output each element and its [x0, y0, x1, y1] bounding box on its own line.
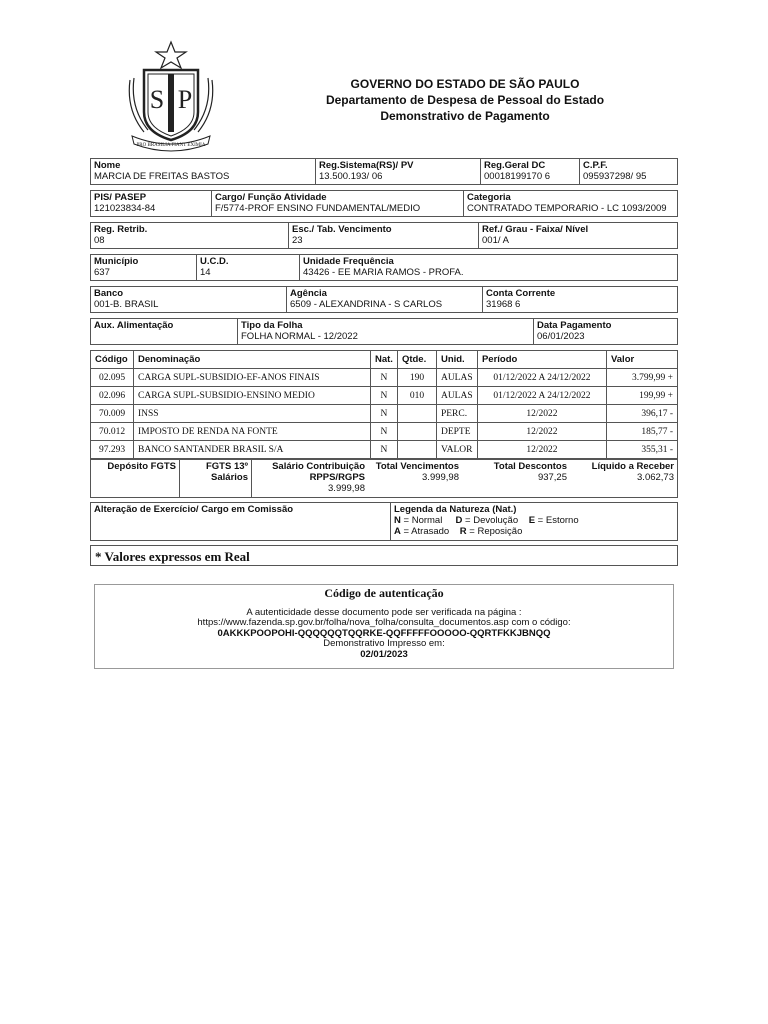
reg-sistema-cell: Reg.Sistema(RS)/ PV 13.500.193/ 06	[315, 159, 480, 184]
printed-date: 02/01/2023	[360, 648, 408, 660]
table-header-row	[91, 351, 678, 369]
printed-label: Demonstrativo Impresso em:	[323, 638, 445, 649]
agencia-cell: Agência 6509 - ALEXANDRINA - S CARLOS	[286, 287, 482, 312]
cargo-cell: Cargo/ Função Atividade F/5774-PROF ENSINO FUNDAMENTAL/MEDIO	[211, 191, 463, 216]
retribution-row	[90, 222, 678, 249]
aux-alimentacao-cell: Aux. Alimentação	[94, 320, 174, 331]
table-row: 70.009 INSS N PERC. 12/2022 396,17 -	[91, 405, 678, 423]
alteracao-exercicio-cell: Alteração de Exercício/ Cargo em Comissão	[94, 504, 294, 515]
location-row	[90, 254, 678, 281]
authentication-box	[94, 584, 674, 669]
government-title: GOVERNO DO ESTADO DE SÃO PAULO	[350, 77, 580, 91]
employee-identification-row	[90, 158, 678, 185]
ref-grau-cell: Ref./ Grau - Faixa/ Nível 001/ A	[478, 223, 677, 248]
svg-text:P: P	[177, 85, 193, 114]
totals-row	[90, 459, 678, 498]
reg-geral-cell: Reg.Geral DC 00018199170 6	[480, 159, 579, 184]
col-periodo: Período	[477, 351, 606, 369]
total-vencimentos-cell: Total Vencimentos 3.999,98	[375, 461, 459, 483]
tipo-folha-cell: Tipo da Folha FOLHA NORMAL - 12/2022	[237, 319, 533, 344]
pis-cell: PIS/ PASEP 121023834-84	[94, 192, 156, 214]
reg-retrib-cell: Reg. Retrib. 08	[94, 224, 148, 246]
salario-contribuicao-cell: Salário Contribuição RPPS/RGPS 3.999,98	[251, 460, 368, 497]
table-row: 02.095 CARGA SUPL-SUBSIDIO-EF-ANOS FINAIS N 190 AULAS 01/12/2022 A 24/12/2022 3.799,99 +	[91, 369, 678, 387]
seal-motto: PRO BRASILIA FIANT EXIMIA	[136, 143, 206, 148]
cpf-cell: C.P.F. 095937298/ 95	[579, 159, 677, 184]
liquido-receber-cell: Líquido a Receber 3.062,73	[591, 461, 674, 483]
authentication-title: Código de autenticação	[324, 586, 444, 600]
col-qtde: Qtde.	[397, 351, 436, 369]
table-row: 02.096 CARGA SUPL-SUBSIDIO-ENSINO MEDIO N 010 AULAS 01/12/2022 A 24/12/2022 199,99 +	[91, 387, 678, 405]
document-title: Demonstrativo de Pagamento	[380, 109, 550, 123]
banco-cell: Banco 001-B. BRASIL	[94, 288, 159, 310]
department-title: Departamento de Despesa de Pessoal do Estado	[325, 93, 605, 107]
data-pagamento-cell: Data Pagamento 06/01/2023	[533, 319, 677, 344]
deposito-fgts-cell: Depósito FGTS	[107, 461, 176, 472]
currency-note-box	[90, 545, 678, 566]
ucd-cell: U.C.D. 14	[196, 255, 299, 280]
esc-tab-cell: Esc./ Tab. Vencimento 23	[288, 223, 478, 248]
col-denominacao: Denominação	[134, 351, 371, 369]
svg-text:S: S	[149, 85, 165, 114]
legend-line-2: A = Atrasado R = Reposição	[394, 526, 523, 537]
legenda-natureza-cell: Legenda da Natureza (Nat.) N = Normal D = Devolução E = Estorno A = Atrasado R = Reposição	[390, 503, 677, 540]
col-valor: Valor	[606, 351, 677, 369]
position-row	[90, 190, 678, 217]
table-row: 97.293 BANCO SANTANDER BRASIL S/A N VALOR 12/2022 355,31 -	[91, 441, 678, 459]
verification-text: A autenticidade desse documento pode ser verificada na página :	[246, 606, 522, 618]
currency-note: * Valores expressos em Real	[95, 549, 250, 564]
col-codigo: Código	[91, 351, 134, 369]
legend-line-1: N = Normal D = Devolução E = Estorno	[394, 515, 579, 526]
categoria-cell: Categoria CONTRATADO TEMPORARIO - LC 1093/2009	[463, 191, 677, 216]
table-row: 70.012 IMPOSTO DE RENDA NA FONTE N DEPTE 12/2022 185,77 -	[91, 423, 678, 441]
col-unid: Unid.	[436, 351, 477, 369]
employee-name: MARCIA DE FREITAS BASTOS	[94, 171, 230, 182]
conta-corrente-cell: Conta Corrente 31968 6	[482, 287, 677, 312]
unidade-frequencia-cell: Unidade Frequência 43426 - EE MARIA RAMOS - PROFA.	[299, 255, 677, 280]
authentication-code: 0AKKKPOOPOHI-QQQQQQTQQRKE-QQFFFFFOOOOO-QQRTFKKJBNQQ	[217, 627, 551, 639]
payment-items-table	[90, 350, 678, 459]
nome-cell: Nome MARCIA DE FREITAS BASTOS	[91, 159, 315, 184]
col-nat: Nat.	[371, 351, 398, 369]
verification-url: https://www.fazenda.sp.gov.br/folha/nova_folha/consulta_documentos.asp com o código:	[197, 617, 571, 628]
municipio-cell: Município 637	[94, 256, 139, 278]
bank-row	[90, 286, 678, 313]
document-header	[300, 76, 630, 124]
payroll-row	[90, 318, 678, 345]
fgts-13-cell: FGTS 13º Salários	[179, 460, 251, 497]
state-seal-logo	[124, 40, 218, 152]
legend-row	[90, 502, 678, 541]
total-descontos-cell: Total Descontos 937,25	[493, 461, 567, 483]
